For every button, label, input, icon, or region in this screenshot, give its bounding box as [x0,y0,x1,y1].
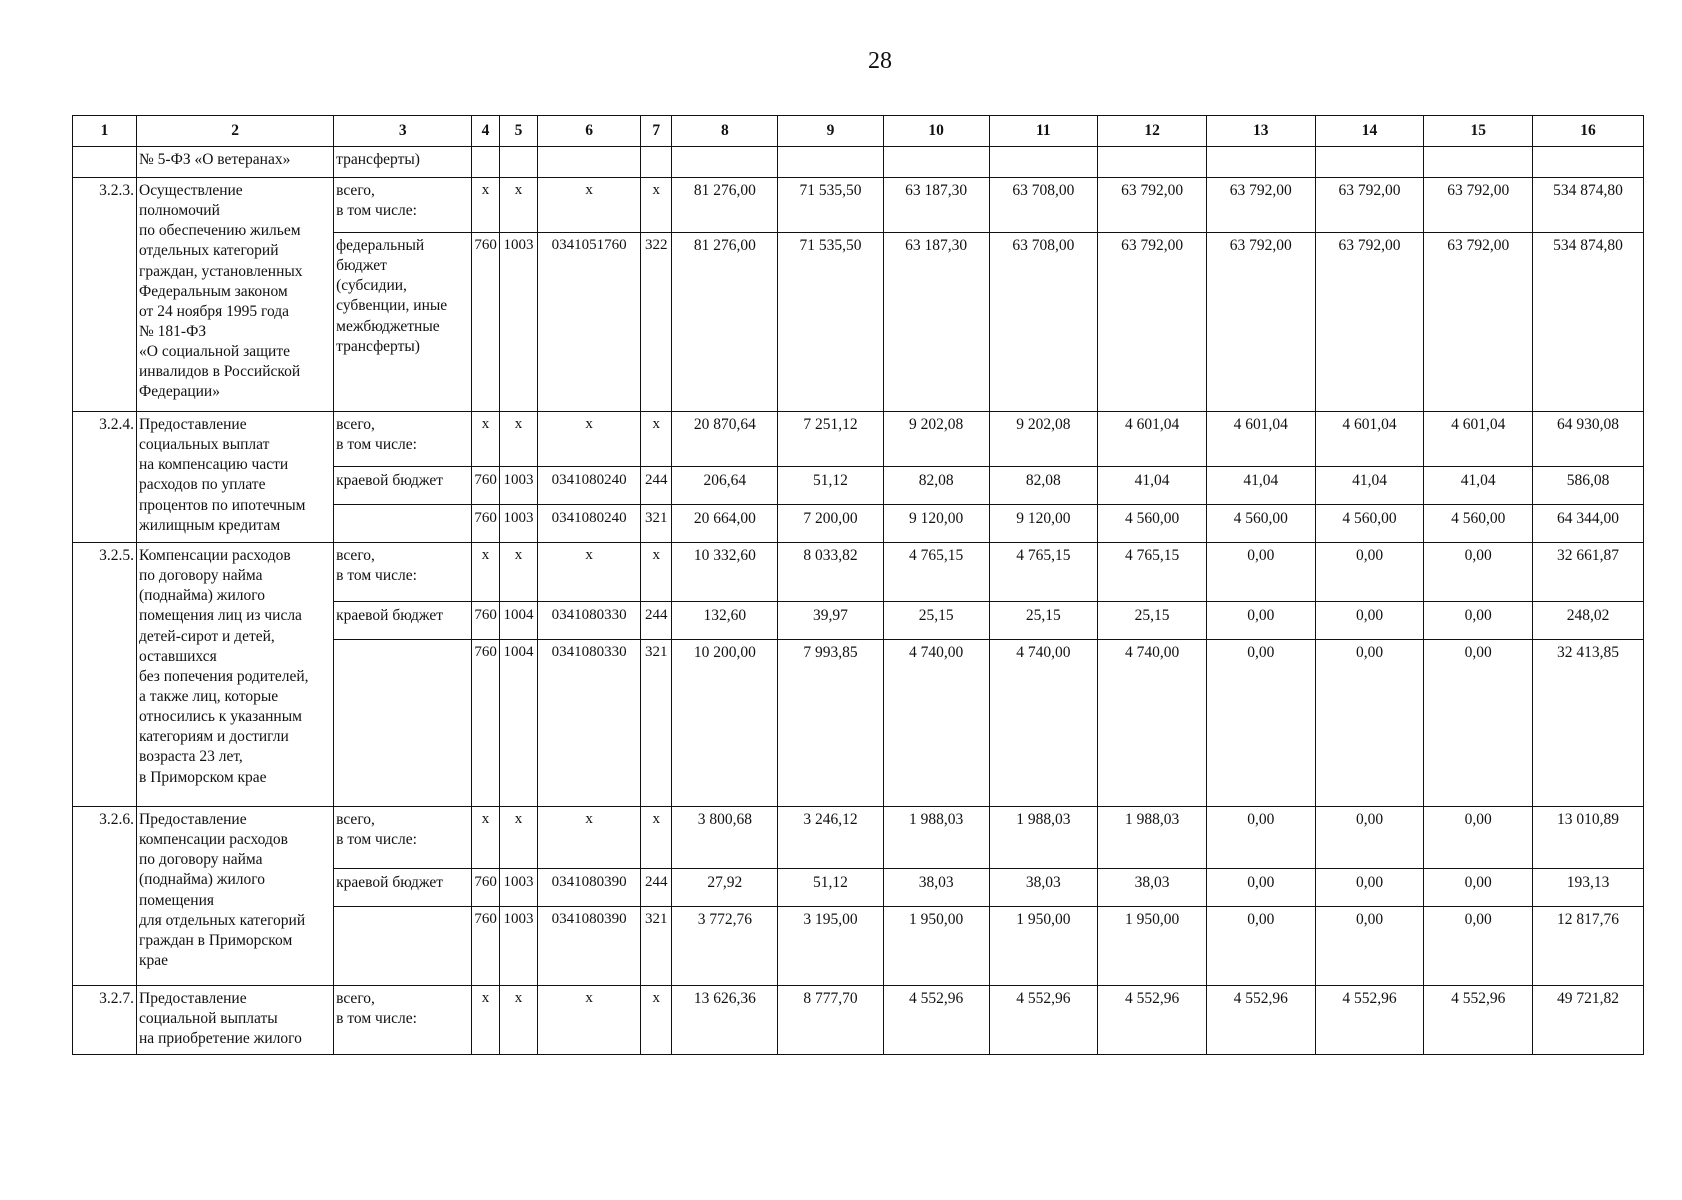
funding-source-cell [334,640,472,807]
year-value-cell: 0,00 [1424,907,1533,986]
year-value-cell: 4 601,04 [1315,412,1424,467]
funding-source-cell [334,505,472,543]
year-value-cell: 0,00 [1424,640,1533,807]
year-value-cell: 1 988,03 [989,807,1098,869]
year-value-cell: 4 740,00 [883,640,989,807]
year-value-cell: 25,15 [989,602,1098,640]
empty-cell [989,147,1098,178]
admin-code-cell: 760 [472,869,499,907]
target-article-cell: 0341080390 [538,907,641,986]
year-value-cell: 3 246,12 [778,807,884,869]
year-value-cell: 1 988,03 [1098,807,1207,869]
year-value-cell: 0,00 [1315,640,1424,807]
year-value-cell: 81 276,00 [672,233,778,412]
target-article-cell: 0341080240 [538,467,641,505]
column-header: 2 [137,116,334,147]
admin-code-cell: 760 [472,233,499,412]
year-value-cell: 9 120,00 [883,505,989,543]
year-value-cell: 38,03 [989,869,1098,907]
funding-source-cell: федеральный бюджет (субсидии, субвенции, иные межбюджетные трансферты) [334,233,472,412]
target-article-cell: x [538,807,641,869]
total-value-cell: 586,08 [1533,467,1644,505]
year-value-cell: 82,08 [989,467,1098,505]
empty-cell [1315,147,1424,178]
year-value-cell: 39,97 [778,602,884,640]
year-value-cell: 4 601,04 [1206,412,1315,467]
column-header: 6 [538,116,641,147]
year-value-cell: 4 601,04 [1424,412,1533,467]
empty-cell [1533,147,1644,178]
empty-cell [1424,147,1533,178]
column-header: 9 [778,116,884,147]
year-value-cell: 0,00 [1424,807,1533,869]
expense-type-cell: x [640,412,672,467]
expense-type-cell: x [640,807,672,869]
empty-cell [672,147,778,178]
year-value-cell: 4 560,00 [1098,505,1207,543]
year-value-cell: 4 765,15 [1098,543,1207,602]
section-code-cell: x [499,543,538,602]
year-value-cell: 20 664,00 [672,505,778,543]
year-value-cell: 4 552,96 [1098,986,1207,1055]
total-value-cell: 32 413,85 [1533,640,1644,807]
year-value-cell: 63 792,00 [1098,178,1207,233]
year-value-cell: 10 200,00 [672,640,778,807]
year-value-cell: 1 950,00 [1098,907,1207,986]
total-value-cell: 13 010,89 [1533,807,1644,869]
expense-type-cell: 244 [640,467,672,505]
total-value-cell: 64 930,08 [1533,412,1644,467]
year-value-cell: 63 792,00 [1206,233,1315,412]
year-value-cell: 0,00 [1206,807,1315,869]
empty-cell [883,147,989,178]
target-article-cell: 0341080240 [538,505,641,543]
admin-code-cell: x [472,543,499,602]
year-value-cell: 63 792,00 [1315,233,1424,412]
year-value-cell: 0,00 [1315,907,1424,986]
year-value-cell: 7 251,12 [778,412,884,467]
year-value-cell: 4 552,96 [1424,986,1533,1055]
expense-type-cell: 321 [640,505,672,543]
year-value-cell: 4 601,04 [1098,412,1207,467]
expense-type-cell: 322 [640,233,672,412]
empty-cell [778,147,884,178]
empty-cell [538,147,641,178]
header-row [73,116,1644,147]
year-value-cell: 4 765,15 [989,543,1098,602]
continuation-row [73,147,1644,178]
year-value-cell: 4 552,96 [1206,986,1315,1055]
year-value-cell: 25,15 [1098,602,1207,640]
continued-name-cell: № 5-ФЗ «О ветеранах» [137,147,334,178]
year-value-cell: 0,00 [1206,869,1315,907]
table-row [73,178,1644,233]
expense-type-cell: x [640,986,672,1055]
column-header: 12 [1098,116,1207,147]
budget-table [72,115,1644,1055]
year-value-cell: 63 187,30 [883,178,989,233]
funding-source-cell: всего, в том числе: [334,178,472,233]
total-value-cell: 49 721,82 [1533,986,1644,1055]
section-code-cell: x [499,986,538,1055]
total-value-cell: 32 661,87 [1533,543,1644,602]
year-value-cell: 1 988,03 [883,807,989,869]
year-value-cell: 4 765,15 [883,543,989,602]
year-value-cell: 0,00 [1315,869,1424,907]
target-article-cell: 0341080390 [538,869,641,907]
column-header: 4 [472,116,499,147]
year-value-cell: 4 740,00 [989,640,1098,807]
expense-type-cell: 244 [640,602,672,640]
total-value-cell: 534 874,80 [1533,178,1644,233]
item-name-cell: Предоставление социальных выплат на компенсацию части расходов по уплате процентов по ипотечным жилищным кредитам [137,412,334,543]
empty-cell [472,147,499,178]
year-value-cell: 9 120,00 [989,505,1098,543]
funding-source-cell: краевой бюджет [334,602,472,640]
column-header: 16 [1533,116,1644,147]
item-name-cell: Предоставление компенсации расходов по договору найма (поднайма) жилого помещения для отдельных категорий граждан в Приморском крае [137,807,334,986]
section-code-cell: 1003 [499,467,538,505]
section-code-cell: 1004 [499,602,538,640]
year-value-cell: 3 800,68 [672,807,778,869]
year-value-cell: 20 870,64 [672,412,778,467]
column-header: 8 [672,116,778,147]
page-number: 28 [868,48,892,74]
year-value-cell: 1 950,00 [989,907,1098,986]
year-value-cell: 206,64 [672,467,778,505]
year-value-cell: 41,04 [1098,467,1207,505]
section-code-cell: 1003 [499,907,538,986]
total-value-cell: 64 344,00 [1533,505,1644,543]
year-value-cell: 13 626,36 [672,986,778,1055]
year-value-cell: 41,04 [1424,467,1533,505]
total-value-cell: 248,02 [1533,602,1644,640]
section-code-cell: 1003 [499,869,538,907]
year-value-cell: 38,03 [1098,869,1207,907]
year-value-cell: 0,00 [1424,869,1533,907]
funding-source-cell: краевой бюджет [334,467,472,505]
year-value-cell: 4 552,96 [989,986,1098,1055]
target-article-cell: x [538,178,641,233]
year-value-cell: 4 560,00 [1206,505,1315,543]
section-code-cell: x [499,807,538,869]
section-code-cell: 1003 [499,233,538,412]
admin-code-cell: x [472,412,499,467]
year-value-cell: 9 202,08 [989,412,1098,467]
item-number-cell: 3.2.3. [73,178,137,412]
admin-code-cell: 760 [472,467,499,505]
year-value-cell: 0,00 [1315,543,1424,602]
year-value-cell: 132,60 [672,602,778,640]
expense-type-cell: 321 [640,907,672,986]
year-value-cell: 4 552,96 [883,986,989,1055]
item-name-cell: Компенсации расходов по договору найма (поднайма) жилого помещения лиц из числа детей-сирот и детей, оставшихся без попечения родителей, а также лиц, которые относились к указанным категориям и достигли возраста 23 лет, в Приморском крае [137,543,334,807]
year-value-cell: 63 792,00 [1315,178,1424,233]
year-value-cell: 63 792,00 [1424,178,1533,233]
funding-source-cell: всего, в том числе: [334,412,472,467]
admin-code-cell: 760 [472,602,499,640]
empty-cell [640,147,672,178]
expense-type-cell: x [640,178,672,233]
admin-code-cell: x [472,986,499,1055]
year-value-cell: 0,00 [1206,907,1315,986]
year-value-cell: 7 200,00 [778,505,884,543]
year-value-cell: 4 552,96 [1315,986,1424,1055]
year-value-cell: 0,00 [1315,807,1424,869]
empty-cell [499,147,538,178]
year-value-cell: 0,00 [1315,602,1424,640]
admin-code-cell: x [472,807,499,869]
column-header: 7 [640,116,672,147]
admin-code-cell: 760 [472,640,499,807]
total-value-cell: 12 817,76 [1533,907,1644,986]
column-header: 10 [883,116,989,147]
table-row [73,986,1644,1055]
table-row [73,807,1644,869]
year-value-cell: 4 740,00 [1098,640,1207,807]
admin-code-cell: 760 [472,505,499,543]
year-value-cell: 7 993,85 [778,640,884,807]
section-code-cell: 1003 [499,505,538,543]
target-article-cell: x [538,412,641,467]
funding-source-cell: всего, в том числе: [334,807,472,869]
column-header: 5 [499,116,538,147]
year-value-cell: 63 792,00 [1098,233,1207,412]
year-value-cell: 0,00 [1424,602,1533,640]
year-value-cell: 63 708,00 [989,178,1098,233]
column-header: 15 [1424,116,1533,147]
table-row [73,543,1644,602]
section-code-cell: 1004 [499,640,538,807]
section-code-cell: x [499,178,538,233]
target-article-cell: 0341080330 [538,602,641,640]
column-header: 1 [73,116,137,147]
year-value-cell: 41,04 [1206,467,1315,505]
admin-code-cell: 760 [472,907,499,986]
item-number-cell: 3.2.6. [73,807,137,986]
year-value-cell: 0,00 [1206,543,1315,602]
continued-source-cell: трансферты) [334,147,472,178]
year-value-cell: 3 195,00 [778,907,884,986]
empty-cell [1206,147,1315,178]
total-value-cell: 193,13 [1533,869,1644,907]
year-value-cell: 63 792,00 [1206,178,1315,233]
year-value-cell: 8 033,82 [778,543,884,602]
year-value-cell: 1 950,00 [883,907,989,986]
year-value-cell: 82,08 [883,467,989,505]
year-value-cell: 71 535,50 [778,178,884,233]
funding-source-cell: всего, в том числе: [334,543,472,602]
year-value-cell: 51,12 [778,467,884,505]
year-value-cell: 4 560,00 [1424,505,1533,543]
year-value-cell: 0,00 [1206,602,1315,640]
item-name-cell: Предоставление социальной выплаты на приобретение жилого [137,986,334,1055]
admin-code-cell: x [472,178,499,233]
expense-type-cell: 244 [640,869,672,907]
column-header: 3 [334,116,472,147]
year-value-cell: 3 772,76 [672,907,778,986]
year-value-cell: 81 276,00 [672,178,778,233]
target-article-cell: 0341051760 [538,233,641,412]
funding-source-cell [334,907,472,986]
year-value-cell: 0,00 [1424,543,1533,602]
empty-cell [73,147,137,178]
year-value-cell: 0,00 [1206,640,1315,807]
funding-source-cell: всего, в том числе: [334,986,472,1055]
target-article-cell: x [538,986,641,1055]
target-article-cell: x [538,543,641,602]
column-header: 11 [989,116,1098,147]
year-value-cell: 41,04 [1315,467,1424,505]
year-value-cell: 10 332,60 [672,543,778,602]
year-value-cell: 38,03 [883,869,989,907]
item-number-cell: 3.2.7. [73,986,137,1055]
year-value-cell: 51,12 [778,869,884,907]
total-value-cell: 534 874,80 [1533,233,1644,412]
table-row [73,412,1644,467]
year-value-cell: 25,15 [883,602,989,640]
year-value-cell: 27,92 [672,869,778,907]
section-code-cell: x [499,412,538,467]
expense-type-cell: x [640,543,672,602]
item-number-cell: 3.2.5. [73,543,137,807]
year-value-cell: 63 792,00 [1424,233,1533,412]
item-number-cell: 3.2.4. [73,412,137,543]
empty-cell [1098,147,1207,178]
item-name-cell: Осуществление полномочий по обеспечению жильем отдельных категорий граждан, установленных Федеральным законом от 24 ноября 1995 года № 181-ФЗ «О социальной защите инвалидов в Российской Федерации» [137,178,334,412]
year-value-cell: 63 187,30 [883,233,989,412]
target-article-cell: 0341080330 [538,640,641,807]
expense-type-cell: 321 [640,640,672,807]
year-value-cell: 8 777,70 [778,986,884,1055]
year-value-cell: 71 535,50 [778,233,884,412]
year-value-cell: 4 560,00 [1315,505,1424,543]
year-value-cell: 63 708,00 [989,233,1098,412]
column-header: 13 [1206,116,1315,147]
funding-source-cell: краевой бюджет [334,869,472,907]
year-value-cell: 9 202,08 [883,412,989,467]
column-header: 14 [1315,116,1424,147]
